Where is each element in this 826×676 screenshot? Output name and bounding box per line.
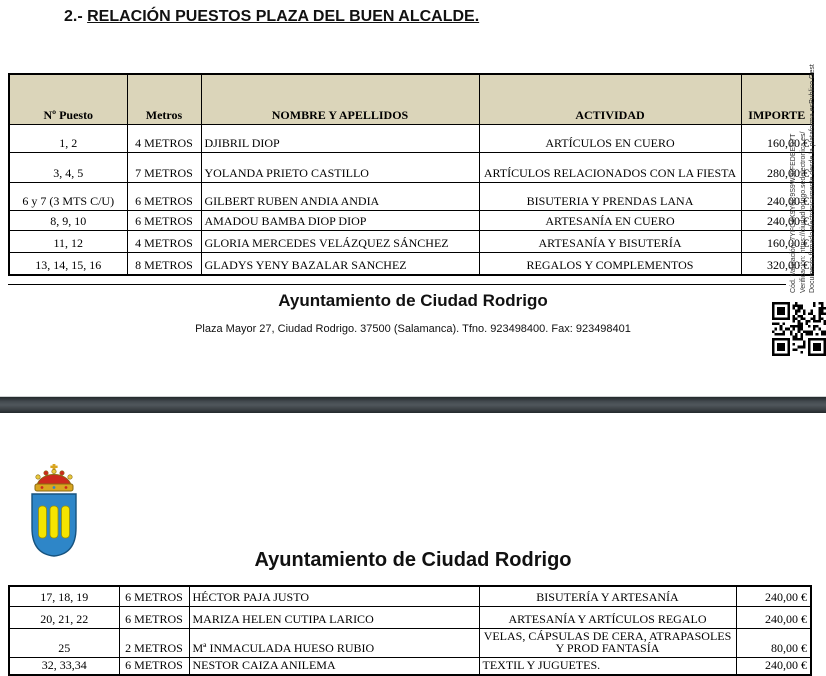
cell-puesto: 1, 2 (9, 125, 127, 153)
header-metros: Metros (127, 74, 201, 125)
cell-puesto: 32, 33,34 (9, 658, 119, 675)
cell-actividad: BISUTERÍA Y ARTESANÍA (479, 586, 736, 606)
cell-actividad: ARTESANÍA Y ARTÍCULOS REGALO (479, 606, 736, 628)
cell-importe: 240,00 € (736, 606, 811, 628)
columns (39, 506, 70, 538)
cell-metros: 6 METROS (119, 586, 189, 606)
signed-document-text: Documento firmado electrónicamente desde la plataforma esPublico Gest (809, 64, 816, 293)
cell-importe: 160,00 € (741, 231, 813, 253)
cell-importe: 320,00 € (741, 253, 813, 275)
pdf-page-separator (0, 396, 826, 413)
cell-actividad: VELAS, CÁPSULAS DE CERA, ATRAPASOLES Y PROD FANTASÍA (479, 628, 736, 658)
table-row (9, 125, 813, 153)
cell-importe: 240,00 € (736, 586, 811, 606)
cell-puesto: 11, 12 (9, 231, 127, 253)
cell-puesto: 8, 9, 10 (9, 211, 127, 231)
cell-metros: 4 METROS (127, 231, 201, 253)
cell-metros: 8 METROS (127, 253, 201, 275)
footer-organization-name: Ayuntamiento de Ciudad Rodrigo (278, 291, 548, 310)
table-row (9, 253, 813, 275)
cell-actividad: BISUTERIA Y PRENDAS LANA (479, 183, 741, 211)
cell-nombre: AMADOU BAMBA DIOP DIOP (201, 211, 479, 231)
page2-organization-heading: Ayuntamiento de Ciudad Rodrigo (254, 549, 572, 571)
verification-url-text: Verificación: https://ciudadrodrigo.sedelectronica.es/ (799, 131, 807, 293)
cell-nombre: GILBERT RUBEN ANDIA ANDIA (201, 183, 479, 211)
qr-finder-bottom-right (808, 338, 826, 356)
cell-metros: 6 METROS (119, 606, 189, 628)
table-row (9, 231, 813, 253)
cell-puesto: 25 (9, 628, 119, 658)
footer-address: Plaza Mayor 27, Ciudad Rodrigo. 37500 (Salamanca). Tfno. 923498400. Fax: 923498401 (195, 323, 631, 335)
cell-puesto: 13, 14, 15, 16 (9, 253, 127, 275)
cell-puesto: 6 y 7 (3 MTS C/U) (9, 183, 127, 211)
cell-actividad: ARTESANÍA EN CUERO (479, 211, 741, 231)
table-row (9, 606, 811, 628)
table-row (9, 658, 811, 675)
cell-metros: 6 METROS (127, 211, 201, 231)
cell-importe: 240,00 € (736, 658, 811, 675)
table-row (9, 153, 813, 183)
validation-code-text: Cód. Validación: 7YFC4K9Y6C9S9WJ9FEDEER7T (790, 133, 797, 293)
cell-metros: 7 METROS (127, 153, 201, 183)
cell-puesto: 20, 21, 22 (9, 606, 119, 628)
cell-importe: 240,00 € (741, 183, 813, 211)
header-importe: IMPORTE (741, 74, 813, 125)
cell-importe: 240,00 € (741, 211, 813, 231)
cell-actividad: ARTÍCULOS RELACIONADOS CON LA FIESTA (479, 153, 741, 183)
cell-metros: 2 METROS (119, 628, 189, 658)
cell-metros: 4 METROS (127, 125, 201, 153)
cell-importe: 160,00 € (741, 125, 813, 153)
city-coat-of-arms (26, 464, 82, 558)
cell-nombre: NESTOR CAIZA ANILEMA (189, 658, 479, 675)
cell-actividad: ARTESANÍA Y BISUTERÍA (479, 231, 741, 253)
cell-puesto: 3, 4, 5 (9, 153, 127, 183)
header-actividad: ACTIVIDAD (479, 74, 741, 125)
qr-code (772, 302, 826, 356)
stalls-table-page1 (8, 73, 814, 276)
page-title (64, 8, 479, 26)
cell-nombre: DJIBRIL DIOP (201, 125, 479, 153)
cell-nombre: Mª INMACULADA HUESO RUBIO (189, 628, 479, 658)
cell-nombre: GLADYS YENY BAZALAR SANCHEZ (201, 253, 479, 275)
footer-divider-line (8, 284, 786, 285)
document-validation-sidebar (789, 0, 818, 293)
table-row (9, 183, 813, 211)
page-title-number: 2.- (64, 8, 88, 25)
cell-importe: 280,00 € (741, 153, 813, 183)
qr-finder-bottom-left (772, 338, 790, 356)
cell-metros: 6 METROS (127, 183, 201, 211)
qr-finder-top-left (772, 302, 790, 320)
cell-actividad: REGALOS Y COMPLEMENTOS (479, 253, 741, 275)
cell-nombre: YOLANDA PRIETO CASTILLO (201, 153, 479, 183)
header-n-puesto: Nº Puesto (9, 74, 127, 125)
cell-importe: 80,00 € (736, 628, 811, 658)
table-row (9, 211, 813, 231)
crown (35, 464, 73, 491)
cell-actividad: ARTÍCULOS EN CUERO (479, 125, 741, 153)
cell-actividad: TEXTIL Y JUGUETES. (479, 658, 736, 675)
table-header-row (9, 74, 813, 125)
cell-puesto: 17, 18, 19 (9, 586, 119, 606)
cell-nombre: MARIZA HELEN CUTIPA LARICO (189, 606, 479, 628)
table-row (9, 586, 811, 606)
page-title-text: RELACIÓN PUESTOS PLAZA DEL BUEN ALCALDE. (87, 8, 480, 25)
cell-nombre: HÉCTOR PAJA JUSTO (189, 586, 479, 606)
header-nombre: NOMBRE Y APELLIDOS (201, 74, 479, 125)
cell-metros: 6 METROS (119, 658, 189, 675)
table-row (9, 628, 811, 658)
cell-nombre: GLORIA MERCEDES VELÁZQUEZ SÁNCHEZ (201, 231, 479, 253)
stalls-table-page2 (8, 585, 812, 676)
